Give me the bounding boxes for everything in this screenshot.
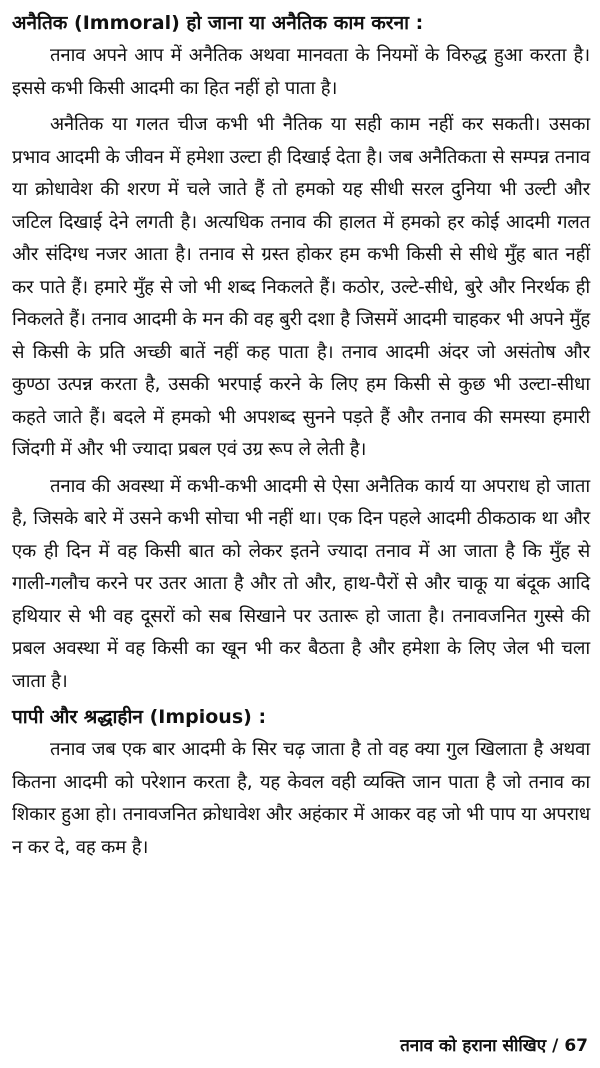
book-page (12, 8, 590, 864)
page-footer (400, 1033, 588, 1056)
footer-separator: / (552, 1036, 559, 1056)
paragraph: तनाव की अवस्था में कभी-कभी आदमी से ऐसा अनैतिक कार्य या अपराध हो जाता है, जिसके बारे में उसने कभी सोचा भी नहीं था। एक दिन पहले आदमी ठीकठाक था और एक ही दिन में वह किसी बात को लेकर इतने ज्यादा तनाव में आ जाता है कि मुँह से गाली-गलौच करने पर उतर आता है और तो और, हाथ-पैरों से और चाकू या बंदूक आदि हथियार से भी वह दूसरों को सब सिखाने पर उतारू हो जाता है। तनावजनित गुस्से की प्रबल अवस्था में वह किसी का खून भी कर बैठता है और हमेशा के लिए जेल भी चला जाता है। (12, 475, 590, 692)
paragraph: अनैतिक या गलत चीज कभी भी नैतिक या सही काम नहीं कर सकती। उसका प्रभाव आदमी के जीवन में हमेशा उल्टा ही दिखाई देता है। जब अनैतिकता से सम्पन्न तनाव या क्रोधावेश की शरण में चले जाते हैं तो हमको यह सीधी सरल दुनिया भी उल्टी और जटिल दिखाई देने लगती है। अत्यधिक तनाव की हालत में हमको हर कोई आदमी गलत और संदिग्ध नजर आता है। तनाव से ग्रस्त होकर हम कभी किसी से सीधे मुँह बात नहीं कर पाते हैं। हमारे मुँह से जो भी शब्द निकलते हैं। कठोर, उल्टे-सीधे, बुरे और निरर्थक ही निकलते हैं। तनाव आदमी के मन की वह बुरी दशा है जिसमें आदमी चाहकर भी अपने मुँह से किसी के प्रति अच्छी बातें नहीं कह पाता है। तनाव आदमी अंदर जो असंतोष और कुण्ठा उत्पन्न करता है, उसकी भरपाई करने के लिए हम किसी से कुछ भी उल्टा-सीधा कहते जाते हैं। बदले में हमको भी अपशब्द सुनने पड़ते हैं और तनाव की समस्या हमारी जिंदगी में और भी ज्यादा प्रबल एवं उग्र रूप ले लेती है। (12, 114, 590, 460)
paragraph: तनाव अपने आप में अनैतिक अथवा मानवता के नियमों के विरुद्ध हुआ करता है। इससे कभी किसी आदमी का हित नहीं हो पाता है। (12, 45, 590, 99)
section-heading-impious: पापी और श्रद्धाहीन (Impious) : (12, 706, 267, 728)
page-number: 67 (564, 1036, 588, 1056)
paragraph: तनाव जब एक बार आदमी के सिर चढ़ जाता है तो वह क्या गुल खिलाता है अथवा कितना आदमी को परेशान करता है, यह केवल वही व्यक्ति जान पाता है जो तनाव का शिकार हुआ हो। तनावजनित क्रोधावेश और अहंकार में आकर वह जो भी पाप या अपराध न कर दे, वह कम है। (12, 739, 590, 858)
section-heading-immoral: अनैतिक (Immoral) हो जाना या अनैतिक काम करना : (12, 12, 424, 34)
running-title: तनाव को हराना सीखिए (400, 1036, 547, 1056)
